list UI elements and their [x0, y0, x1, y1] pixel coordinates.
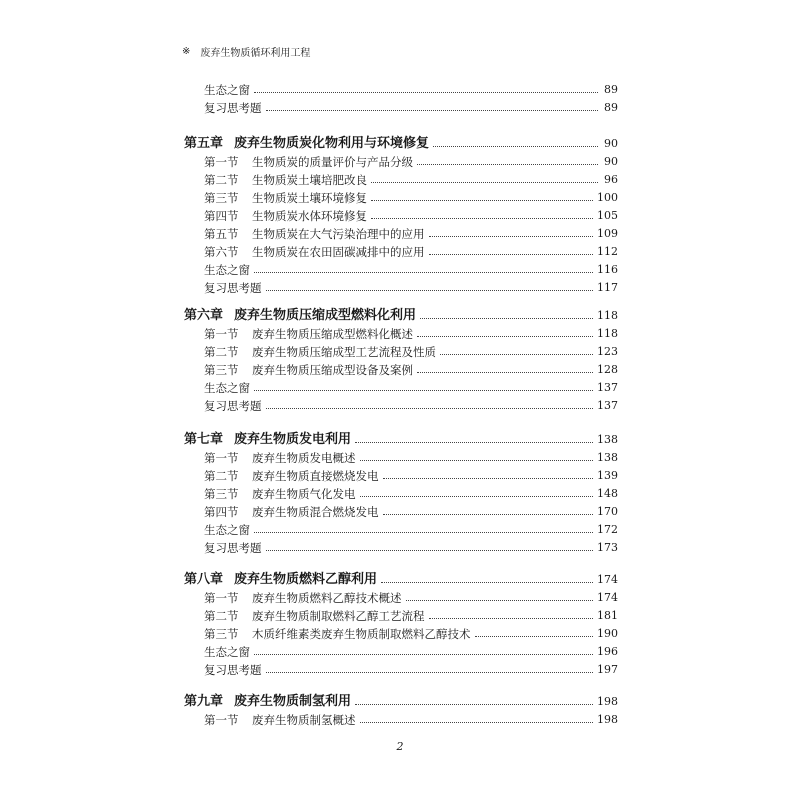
- toc-entry-number: 第六节: [204, 245, 239, 259]
- toc-entry-title: 生态之窗: [204, 523, 250, 537]
- dot-leader: [254, 271, 593, 273]
- toc-entry-title: 生物质炭土壤培肥改良: [252, 173, 367, 187]
- dot-leader: [383, 477, 594, 479]
- toc-section-entry[interactable]: [204, 170, 618, 190]
- toc-entry-page: 128: [597, 363, 618, 376]
- toc-section-entry[interactable]: [204, 342, 618, 362]
- toc-section-entry[interactable]: [204, 396, 618, 416]
- dot-leader: [266, 289, 594, 291]
- toc-entry-title: 废弃生物质发电概述: [252, 451, 356, 465]
- toc-entry-page: 105: [597, 209, 618, 222]
- dot-leader: [254, 389, 593, 391]
- toc-entry-page: 197: [597, 663, 618, 676]
- toc-entry-number: 第七章: [184, 432, 224, 447]
- toc-entry-number: 第二节: [204, 173, 239, 187]
- toc-entry-page: 172: [597, 523, 618, 536]
- toc-entry-page: 174: [597, 591, 618, 604]
- toc-entry-page: 118: [597, 327, 618, 340]
- toc-entry-title: 废弃生物质制氢利用: [234, 694, 352, 709]
- toc-entry-page: 89: [604, 101, 618, 114]
- toc-section-entry[interactable]: [204, 260, 618, 280]
- dot-leader: [433, 145, 598, 147]
- toc-entry-number: 第四节: [204, 209, 239, 223]
- toc-entry-title: 废弃生物质炭化物利用与环境修复: [234, 136, 430, 151]
- toc-chapter-entry[interactable]: [184, 306, 618, 326]
- toc-section-entry[interactable]: [204, 710, 618, 730]
- toc-entry-number: 第三节: [204, 363, 239, 377]
- toc-entry-title: 废弃生物质燃料乙醇利用: [234, 572, 378, 587]
- toc-section-entry[interactable]: [204, 360, 618, 380]
- dot-leader: [429, 235, 594, 237]
- toc-entry-number: 第一节: [204, 327, 239, 341]
- toc-entry-page: 112: [597, 245, 618, 258]
- toc-entry-title: 复习思考题: [204, 101, 262, 115]
- toc-entry-page: 138: [597, 451, 618, 464]
- toc-entry-page: 109: [597, 227, 618, 240]
- toc-entry-title: 废弃生物质发电利用: [234, 432, 352, 447]
- toc-entry-page: 137: [597, 399, 618, 412]
- toc-entry-page: 181: [597, 609, 618, 622]
- toc-entry-title: 废弃生物质直接燃烧发电: [252, 469, 379, 483]
- toc-entry-title: 生态之窗: [204, 645, 250, 659]
- toc-entry-title: 生态之窗: [204, 263, 250, 277]
- toc-section-entry[interactable]: [204, 588, 618, 608]
- toc-entry-number: 第二节: [204, 469, 239, 483]
- dot-leader: [429, 617, 594, 619]
- toc-entry-page: 138: [597, 433, 618, 446]
- toc-entry-number: 第二节: [204, 609, 239, 623]
- book-title: 废弃生物质循环利用工程: [200, 48, 311, 59]
- toc-section-entry[interactable]: [204, 378, 618, 398]
- toc-section-entry[interactable]: [204, 152, 618, 172]
- toc-entry-title: 生物质炭在大气污染治理中的应用: [252, 227, 425, 241]
- toc-section-entry[interactable]: [204, 80, 618, 100]
- toc-entry-title: 废弃生物质压缩成型设备及案例: [252, 363, 413, 377]
- toc-chapter-entry[interactable]: [184, 692, 618, 712]
- dot-leader: [266, 671, 594, 673]
- dot-leader: [360, 459, 594, 461]
- dot-leader: [266, 407, 594, 409]
- toc-entry-number: 第一节: [204, 451, 239, 465]
- toc-entry-number: 第三节: [204, 191, 239, 205]
- toc-entry-title: 生物质炭的质量评价与产品分级: [252, 155, 413, 169]
- toc-entry-page: 89: [604, 83, 618, 96]
- toc-section-entry[interactable]: [204, 642, 618, 662]
- page-number: 2: [396, 740, 404, 753]
- toc-entry-title: 生态之窗: [204, 83, 250, 97]
- dot-leader: [360, 495, 594, 497]
- toc-entry-title: 复习思考题: [204, 663, 262, 677]
- dot-leader: [266, 109, 599, 111]
- toc-entry-title: 废弃生物质压缩成型工艺流程及性质: [252, 345, 436, 359]
- toc-section-entry[interactable]: [204, 188, 618, 208]
- toc-entry-title: 废弃生物质制氢概述: [252, 713, 356, 727]
- toc-entry-title: 复习思考题: [204, 281, 262, 295]
- toc-entry-title: 废弃生物质制取燃料乙醇工艺流程: [252, 609, 425, 623]
- toc-entry-title: 生物质炭土壤环境修复: [252, 191, 367, 205]
- toc-entry-page: 123: [597, 345, 618, 358]
- dot-leader: [429, 253, 594, 255]
- toc-section-entry[interactable]: [204, 466, 618, 486]
- dot-leader: [417, 335, 593, 337]
- toc-entry-page: 90: [604, 137, 618, 150]
- toc-section-entry[interactable]: [204, 660, 618, 680]
- toc-entry-number: 第一节: [204, 713, 239, 727]
- toc-entry-number: 第二节: [204, 345, 239, 359]
- toc-entry-page: 117: [597, 281, 618, 294]
- toc-entry-title: 废弃生物质压缩成型燃料化概述: [252, 327, 413, 341]
- toc-chapter-entry[interactable]: [184, 570, 618, 590]
- toc-entry-page: 198: [597, 695, 618, 708]
- dot-leader: [371, 199, 593, 201]
- toc-entry-title: 木质纤维素类废弃生物质制取燃料乙醇技术: [252, 627, 471, 641]
- toc-section-entry[interactable]: [204, 324, 618, 344]
- toc-section-entry[interactable]: [204, 502, 618, 522]
- toc-entry-page: 96: [604, 173, 618, 186]
- toc-entry-title: 生物质炭水体环境修复: [252, 209, 367, 223]
- toc-section-entry[interactable]: [204, 538, 618, 558]
- toc-entry-page: 174: [597, 573, 618, 586]
- dot-leader: [381, 581, 593, 583]
- toc-section-entry[interactable]: [204, 484, 618, 504]
- toc-entry-page: 190: [597, 627, 618, 640]
- dot-leader: [254, 653, 593, 655]
- toc-section-entry[interactable]: [204, 520, 618, 540]
- dot-leader: [355, 441, 593, 443]
- dot-leader: [355, 703, 593, 705]
- toc-entry-page: 137: [597, 381, 618, 394]
- reference-mark: ※: [182, 46, 191, 57]
- toc-entry-title: 废弃生物质燃料乙醇技术概述: [252, 591, 402, 605]
- toc-entry-title: 复习思考题: [204, 399, 262, 413]
- toc-section-entry[interactable]: [204, 206, 618, 226]
- toc-chapter-entry[interactable]: [184, 134, 618, 154]
- dot-leader: [417, 371, 593, 373]
- toc-entry-number: 第八章: [184, 572, 224, 587]
- toc-entry-number: 第一节: [204, 591, 239, 605]
- toc-section-entry[interactable]: [204, 242, 618, 262]
- toc-entry-page: 90: [604, 155, 618, 168]
- dot-leader: [417, 163, 598, 165]
- dot-leader: [371, 217, 593, 219]
- toc-chapter-entry[interactable]: [184, 430, 618, 450]
- toc-entry-page: 118: [597, 309, 618, 322]
- toc-entry-page: 170: [597, 505, 618, 518]
- dot-leader: [420, 317, 593, 319]
- toc-entry-number: 第五节: [204, 227, 239, 241]
- toc-entry-number: 第四节: [204, 505, 239, 519]
- toc-entry-title: 废弃生物质压缩成型燃料化利用: [234, 308, 417, 323]
- toc-entry-title: 生态之窗: [204, 381, 250, 395]
- toc-entry-number: 第六章: [184, 308, 224, 323]
- toc-section-entry[interactable]: [204, 278, 618, 298]
- dot-leader: [475, 635, 594, 637]
- toc-entry-number: 第三节: [204, 627, 239, 641]
- dot-leader: [440, 353, 593, 355]
- toc-entry-number: 第九章: [184, 694, 224, 709]
- toc-section-entry[interactable]: [204, 606, 618, 626]
- toc-entry-page: 100: [597, 191, 618, 204]
- toc-section-entry[interactable]: [204, 98, 618, 118]
- toc-entry-page: 116: [597, 263, 618, 276]
- dot-leader: [254, 531, 593, 533]
- dot-leader: [383, 513, 594, 515]
- dot-leader: [254, 91, 598, 93]
- dot-leader: [266, 549, 594, 551]
- toc-entry-page: 196: [597, 645, 618, 658]
- toc-entry-page: 148: [597, 487, 618, 500]
- toc-section-entry[interactable]: [204, 624, 618, 644]
- toc-entry-title: 废弃生物质气化发电: [252, 487, 356, 501]
- toc-section-entry[interactable]: [204, 448, 618, 468]
- toc-entry-title: 废弃生物质混合燃烧发电: [252, 505, 379, 519]
- dot-leader: [371, 181, 598, 183]
- toc-entry-number: 第三节: [204, 487, 239, 501]
- toc-entry-page: 139: [597, 469, 618, 482]
- toc-entry-page: 173: [597, 541, 618, 554]
- toc-section-entry[interactable]: [204, 224, 618, 244]
- toc-entry-title: 复习思考题: [204, 541, 262, 555]
- toc-entry-title: 生物质炭在农田固碳减排中的应用: [252, 245, 425, 259]
- toc-entry-page: 198: [597, 713, 618, 726]
- toc-entry-number: 第一节: [204, 155, 239, 169]
- dot-leader: [360, 721, 594, 723]
- toc-entry-number: 第五章: [184, 136, 224, 151]
- dot-leader: [406, 599, 594, 601]
